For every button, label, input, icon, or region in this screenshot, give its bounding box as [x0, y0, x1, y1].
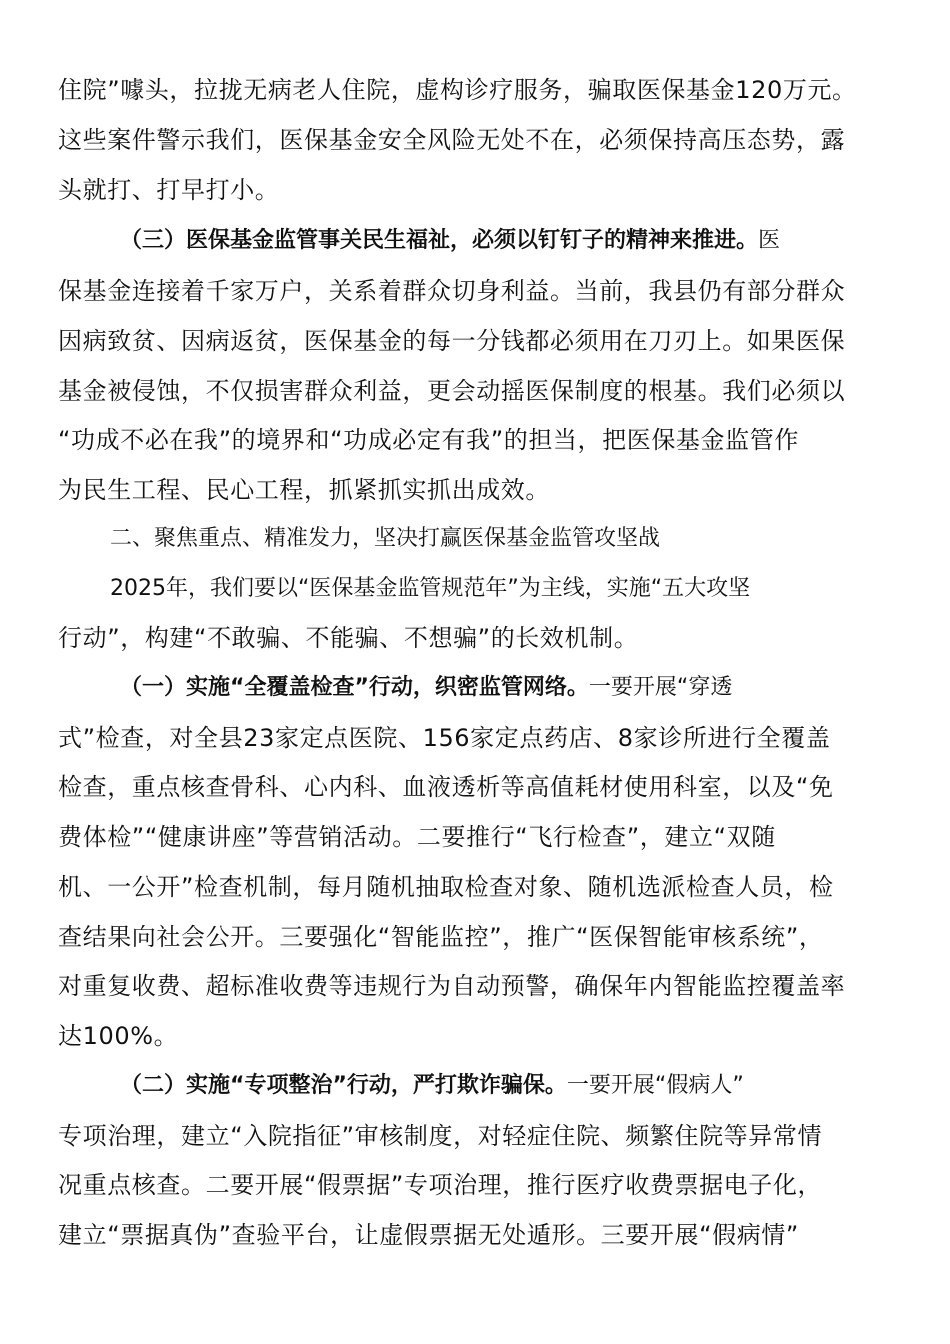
chapter-heading: 二、聚焦重点、精准发力，坚决打赢医保基金监管攻坚战 [110, 526, 661, 551]
section-heading-text: （三）医保基金监管事关民生福祉，必须以钉钉子的精神来推进。 [120, 228, 759, 253]
paragraph-text: 医 [758, 228, 781, 253]
paragraph-text: 一要开展“假病人” [566, 1073, 744, 1098]
paragraph-line: 建立“票据真伪”查验平台，让虚假票据无处遁形。三要开展“假病情” [58, 1221, 799, 1249]
section-heading-text: （一）实施“全覆盖检查”行动，织密监管网络。 [120, 675, 589, 700]
paragraph-text: 一要开展“穿透 [588, 675, 733, 700]
paragraph-line: 检查，重点核查骨科、心内科、血液透析等高值耗材使用科室，以及“免 [58, 773, 834, 801]
paragraph-line: 住院”噱头，拉拢无病老人住院，虚构诊疗服务，骗取医保基金120万元。 [58, 76, 857, 104]
paragraph-line: 为民生工程、民心工程，抓紧抓实抓出成效。 [58, 476, 550, 504]
paragraph-line: 对重复收费、超标准收费等违规行为自动预警，确保年内智能监控覆盖率 [58, 972, 846, 1000]
paragraph-line: 2025年，我们要以“医保基金监管规范年”为主线，实施“五大攻坚 [110, 576, 751, 601]
paragraph-line: 况重点核查。二要开展“假票据”专项治理，推行医疗收费票据电子化， [58, 1171, 823, 1199]
paragraph-line: 行动”，构建“不敢骗、不能骗、不想骗”的长效机制。 [58, 624, 639, 652]
paragraph-line: 这些案件警示我们，医保基金安全风险无处不在，必须保持高压态势，露 [58, 126, 846, 154]
paragraph-line: 达100%。 [58, 1022, 179, 1050]
paragraph-line: 机、一公开”检查机制，每月随机抽取检查对象、随机选派检查人员，检 [58, 873, 834, 901]
section-heading-text: （二）实施“专项整治”行动，严打欺诈骗保。 [120, 1073, 567, 1098]
paragraph-line: 保基金连接着千家万户，关系着群众切身利益。当前，我县仍有部分群众 [58, 277, 846, 305]
paragraph-line: 费体检”“健康讲座”等营销活动。二要推行“飞行检查”，建立“双随 [58, 823, 776, 851]
paragraph-line: 查结果向社会公开。三要强化“智能监控”，推广“医保智能审核系统”， [58, 923, 824, 951]
paragraph-line: “功成不必在我”的境界和“功成必定有我”的担当，把医保基金监管作 [58, 426, 799, 454]
paragraph-line: 式”检查，对全县23家定点医院、156家定点药店、8家诊所进行全覆盖 [58, 724, 831, 752]
paragraph-line: 头就打、打早打小。 [58, 176, 280, 204]
section-heading-1 [120, 673, 950, 703]
paragraph-line: 因病致贫、因病返贫，医保基金的每一分钱都必须用在刀刃上。如果医保 [58, 327, 846, 355]
section-heading-2 [120, 1071, 950, 1101]
section-heading-3 [120, 226, 950, 256]
paragraph-line: 基金被侵蚀，不仅损害群众利益，更会动摇医保制度的根基。我们必须以 [58, 377, 846, 405]
paragraph-line: 专项治理，建立“入院指征”审核制度，对轻症住院、频繁住院等异常情 [58, 1122, 823, 1150]
